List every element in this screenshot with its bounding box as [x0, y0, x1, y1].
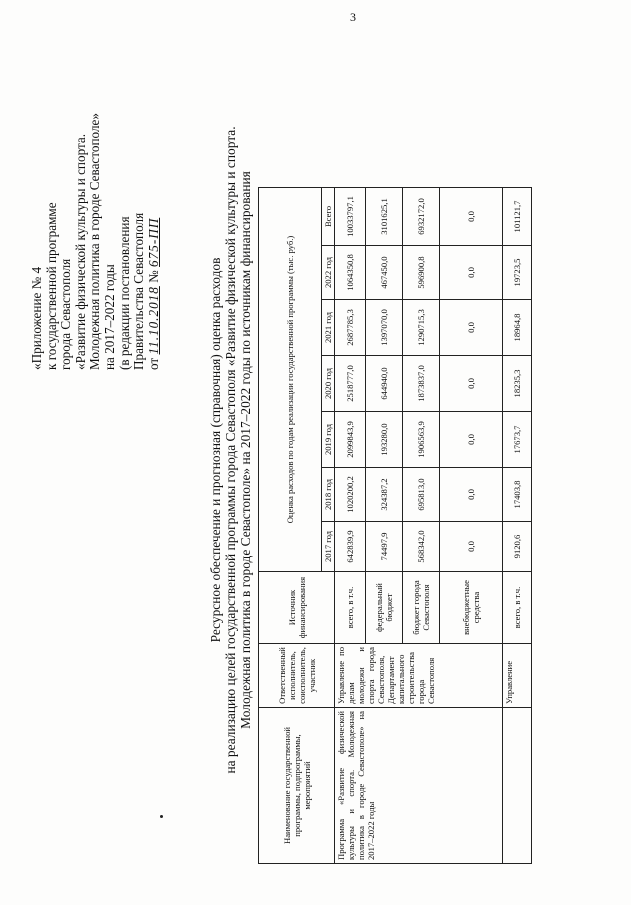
heading-line: Ресурсное обеспечение и прогнозная (справочная) оценка расходов [208, 257, 223, 643]
header-year: 2021 год [322, 300, 335, 356]
program-name-cell-empty [503, 708, 532, 864]
value-cell: 0,0 [440, 522, 503, 572]
value-cell: 9120,6 [503, 522, 532, 572]
number-signature: 675-ПП [145, 217, 161, 267]
value-cell: 0,0 [440, 468, 503, 522]
header-year: 2020 год [322, 356, 335, 412]
source-cell: бюджет города Севастополя [403, 572, 440, 644]
total-cell: 101121,7 [503, 188, 532, 246]
page-number: 3 [350, 10, 356, 24]
source-cell: всего, в т.ч. [503, 572, 532, 644]
appendix-line: на 2017–2022 годы [101, 264, 117, 370]
value-cell: 1397070,0 [366, 300, 403, 356]
value-cell: 1906563,9 [403, 412, 440, 468]
number-prefix: № [145, 270, 161, 283]
responsible-cell: Управление по делам молодежи и спорта города Севастополя, Департамент капитального строительства города Севастополя [335, 644, 503, 708]
heading-line: Молодежная политика в городе Севастополе» на 2017–2022 годы по источникам финансирования [238, 171, 254, 729]
program-name-cell: Программа «Развитие физической культуры и спорта. Молодежная политика в городе Севастополе» на 2017–2022 годы [335, 708, 503, 864]
appendix-line: (в редакции постановления [116, 216, 132, 370]
value-cell: 17403,8 [503, 468, 532, 522]
value-cell: 1873837,0 [403, 356, 440, 412]
total-cell: 3101625,1 [366, 188, 403, 246]
value-cell: 324387,2 [366, 468, 403, 522]
responsible-cell: Управление [503, 644, 532, 708]
value-cell: 596900,8 [403, 246, 440, 300]
value-cell: 467450,0 [366, 246, 403, 300]
appendix-line: Молодежная политика в городе Севастополе» [87, 113, 103, 370]
total-cell: 0,0 [440, 188, 503, 246]
appendix-line: города Севастополя [58, 258, 74, 370]
appendix-line: Правительства Севастополя [131, 212, 147, 370]
value-cell: 568342,0 [403, 522, 440, 572]
value-cell: 193280,0 [366, 412, 403, 468]
header-year: 2022 год [322, 246, 335, 300]
source-cell: всего, в т.ч. [335, 572, 366, 644]
header-estimate: Оценка расходов по годам реализации государственной программы (тыс. руб.) [259, 188, 322, 572]
total-cell: 6932172,0 [403, 188, 440, 246]
header-total: Всего [322, 188, 335, 246]
header-year: 2017 год [322, 522, 335, 572]
header-program: Наименование государственной программы, подпрограммы, мероприятий [259, 708, 335, 864]
value-cell: 644940,0 [366, 356, 403, 412]
value-cell: 1064350,8 [335, 246, 366, 300]
source-cell: федеральный бюджет [366, 572, 403, 644]
funding-table [258, 187, 532, 864]
value-cell: 18964,8 [503, 300, 532, 356]
appendix-block [30, 113, 161, 370]
appendix-line: «Развитие физической культуры и спорта. [72, 133, 88, 370]
appendix-line: «Приложение № 4 [29, 266, 44, 370]
heading-line: на реализацию целей государственной программы города Севастополя «Развитие физической культуры и спорта. [223, 126, 239, 774]
value-cell: 642839,9 [335, 522, 366, 572]
header-source: Источник финансирования [259, 572, 335, 644]
value-cell: 74497,9 [366, 522, 403, 572]
header-row [259, 188, 322, 864]
total-cell: 10033797,1 [335, 188, 366, 246]
header-year: 2018 год [322, 468, 335, 522]
rotated-sheet [18, 10, 618, 890]
value-cell: 695813,0 [403, 468, 440, 522]
source-cell: внебюджетные средства [440, 572, 503, 644]
value-cell: 18235,3 [503, 356, 532, 412]
value-cell: 17673,7 [503, 412, 532, 468]
date-signature: 11.10.2018 [145, 286, 161, 355]
date-prefix: от [145, 357, 161, 370]
appendix-line: к государственной программе [43, 202, 59, 370]
value-cell: 2099843,9 [335, 412, 366, 468]
value-cell: 1020200,2 [335, 468, 366, 522]
value-cell: 2687785,3 [335, 300, 366, 356]
document-heading [208, 50, 254, 850]
header-responsible: Ответственный исполнитель, соисполнитель, участник [259, 644, 335, 708]
value-cell: 0,0 [440, 356, 503, 412]
value-cell: 1290715,3 [403, 300, 440, 356]
value-cell: 0,0 [440, 300, 503, 356]
appendix-date-line [147, 113, 162, 370]
value-cell: 19723,5 [503, 246, 532, 300]
value-cell: 0,0 [440, 412, 503, 468]
header-year: 2019 год [322, 412, 335, 468]
table-row [503, 188, 532, 864]
table-row [335, 188, 366, 864]
value-cell: 0,0 [440, 246, 503, 300]
value-cell: 2518777,0 [335, 356, 366, 412]
